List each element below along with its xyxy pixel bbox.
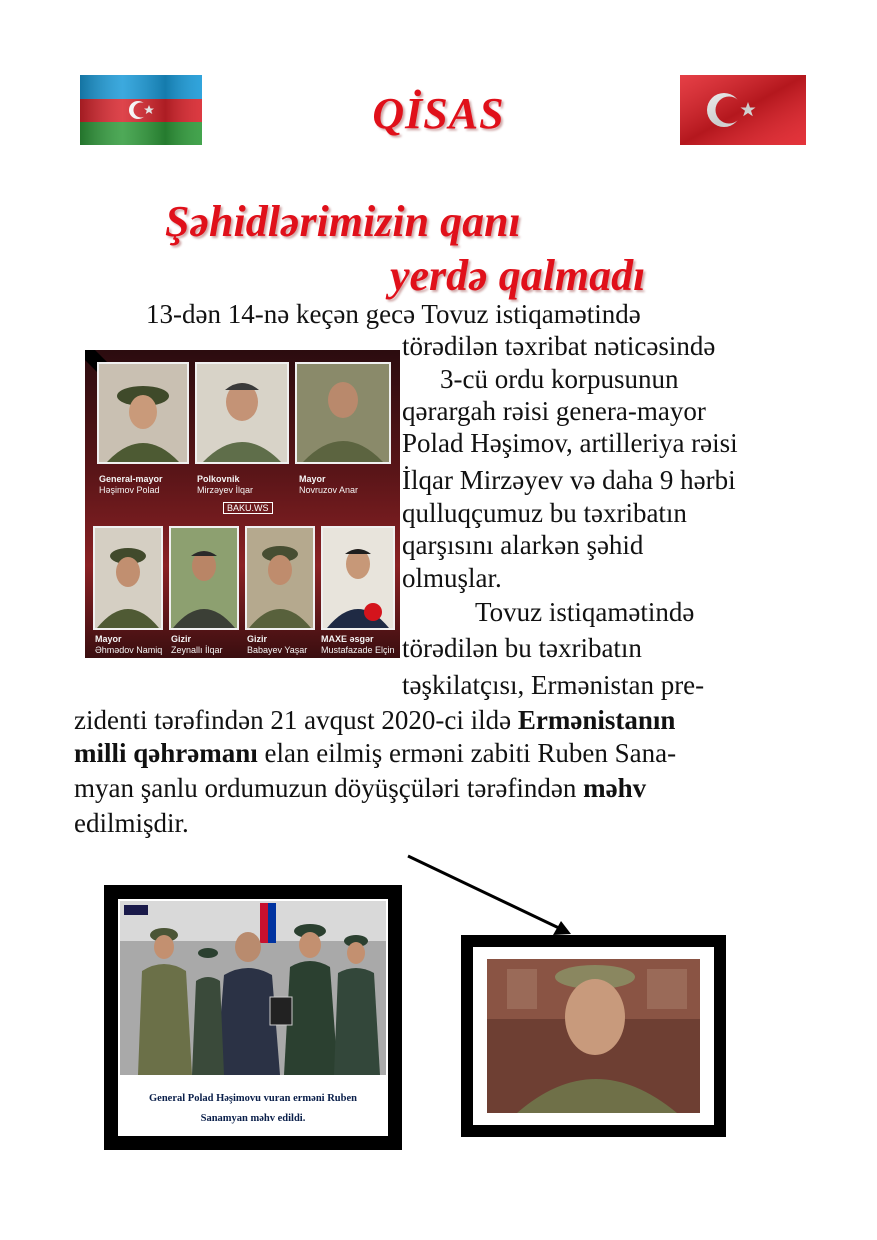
ceremony-photo-frame [104,885,402,1150]
portrait-photo [295,362,391,464]
body-line: törədilən bu təxribatın [402,633,642,663]
body-line: 3-cü ordu korpusunun [440,364,679,394]
body-line: edilmişdir. [74,808,189,838]
photo-caption: General Polad Həşimovu vuran erməni Ruben Sanamyan məhv edildi. [149,1093,357,1124]
portrait-label: Mayor Novruzov Anar [299,474,359,495]
subtitle-line-2: yerdə qalmadı [390,251,646,300]
body-line: Polad Həşimov, artilleriya rəisi [402,428,738,458]
body-line: qərargah rəisi genera-mayor [402,396,706,426]
subtitle-line-1: Şəhidlərimizin qanı [165,197,521,246]
body-line: 13-dən 14-nə keçən gecə Tovuz istiqamətində [146,299,641,329]
arrow-icon [405,853,575,938]
bold-phrase: məhv [583,773,647,803]
body-line: qulluqçumuz bu təxribatın [402,498,687,528]
portrait-label: General-mayor Həşimov Polad [99,474,163,495]
watermark: BAKU.WS [223,502,273,514]
page-title: QİSAS [372,89,505,138]
portrait-photo-border [473,947,714,1125]
body-line: qarşısını alarkən şəhid [402,530,644,560]
portrait-label: Gizir Babayev Yaşar [247,634,308,655]
portrait-photo [169,526,239,630]
body-line: milli qəhrəmanı elan eilmiş erməni zabiti Ruben Sana- [74,738,677,768]
portrait-photo [245,526,315,630]
portrait-label: Polkovnik Mirzəyev İlqar [197,474,254,495]
portrait-label: MAXE əsgər Mustafazade Elçin [321,634,395,655]
body-line: törədilən təxribat nəticəsində [402,331,716,361]
ceremony-photo [120,901,386,1075]
bold-phrase: milli qəhrəmanı [74,738,258,768]
body-line: zidenti tərəfindən 21 avqust 2020-ci ildə Ermənistanın [74,705,676,735]
body-line: myan şanlu ordumuzun döyüşçüləri tərəfindən məhv [74,773,647,803]
portrait-photo [97,362,189,464]
body-line: olmuşlar. [402,563,502,593]
ceremony-photo-inner [118,899,388,1136]
body-line: təşkilatçısı, Ermənistan pre- [402,670,705,700]
soldier-portrait-photo [487,959,700,1113]
bold-phrase: Ermənistanın [517,705,676,735]
martyrs-collage [85,350,400,658]
portrait-photo [321,526,395,630]
portrait-label: Mayor Əhmədov Namiq [95,634,163,655]
portrait-label: Gizir Zeynallı İlqar [171,634,223,655]
body-line: İlqar Mirzəyev və daha 9 hərbi [402,465,736,495]
portrait-photo [195,362,289,464]
portrait-photo-frame [461,935,726,1137]
body-line: Tovuz istiqamətində [475,597,695,627]
portrait-photo [93,526,163,630]
